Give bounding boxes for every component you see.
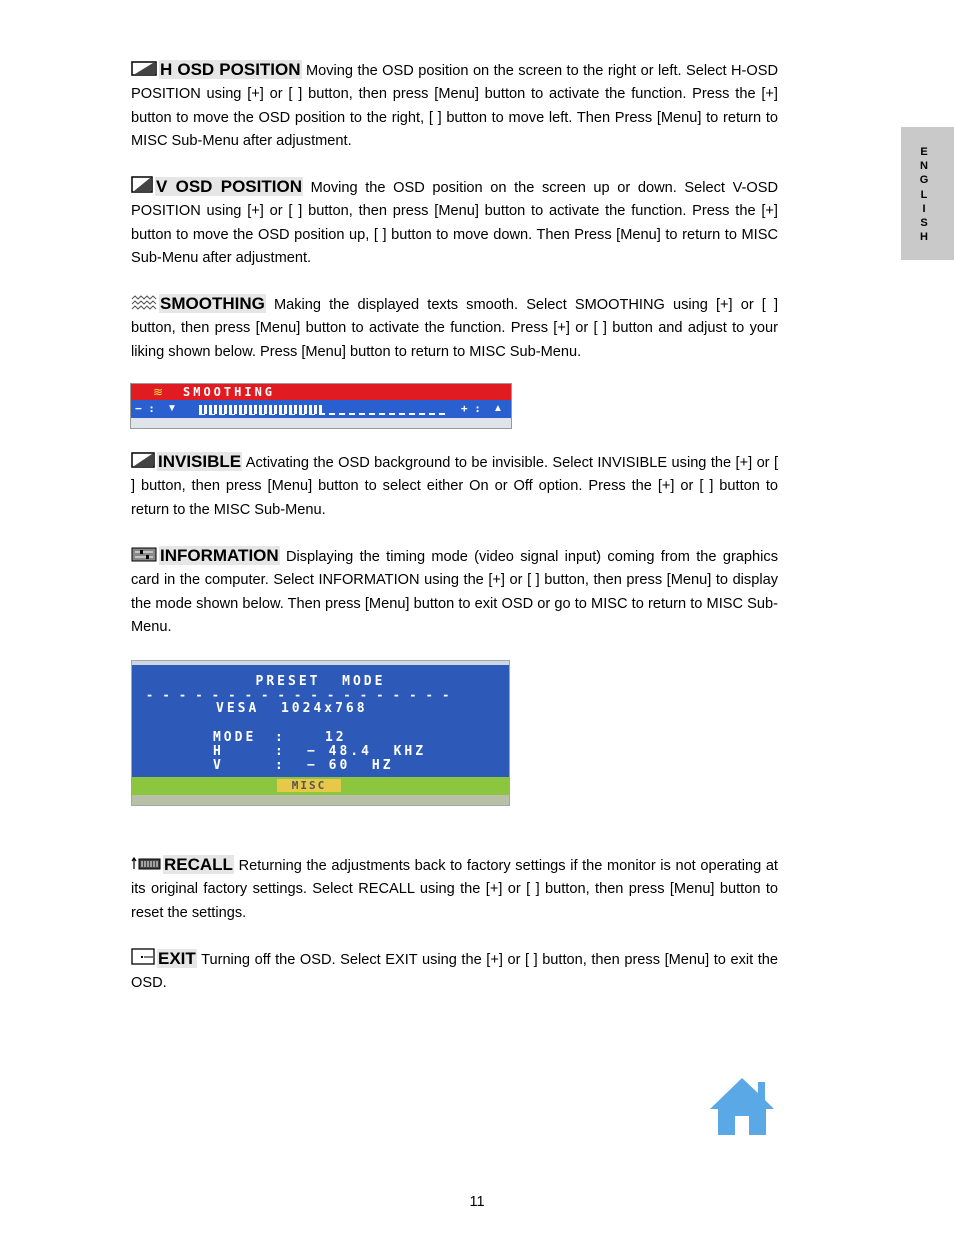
- smoothing-osd-slider-bar: [131, 400, 511, 418]
- smoothing-osd-title: SMOOTHING: [183, 385, 276, 399]
- section-text: Moving the OSD position on the screen up or down. Select V-OSD POSITION using [+] or [ ] button, then press [Menu] button to activate the function. Press the [+] button to move the OSD position up, [ ] button to move down. Then Press [Menu] to return to MISC Sub-Menu after adjustment.: [131, 180, 778, 267]
- tab-letter: E: [920, 146, 928, 158]
- osd-smoothing-icon: ≋: [153, 385, 164, 399]
- smoothing-minus-label: − :: [135, 402, 155, 415]
- section-v-osd-position: [131, 175, 778, 271]
- section-heading: SMOOTHING: [160, 294, 265, 313]
- smoothing-osd-title-bar: [131, 384, 511, 400]
- invisible-icon: [131, 452, 155, 468]
- section-heading: RECALL: [164, 855, 233, 874]
- section-text: Making the displayed texts smooth. Select SMOOTHING using [+] or [ ] button, then press [Menu] button to activate the function. Press [+] or [ ] button and adjust to your liking shown below. Press [Menu] button to return to MISC Sub-Menu.: [131, 297, 778, 360]
- tab-letter: I: [922, 202, 926, 215]
- section-heading: INFORMATION: [160, 546, 279, 565]
- tab-letter: L: [920, 188, 928, 201]
- section-invisible: [131, 450, 778, 522]
- smoothing-plus-label: + :: [461, 402, 481, 415]
- section-recall: [131, 853, 778, 925]
- info-osd-row: V : − 60 HZ: [212, 758, 394, 773]
- section-exit: [131, 947, 778, 996]
- exit-icon: [131, 948, 155, 965]
- language-tab-letters: [901, 145, 947, 244]
- section-text: Displaying the timing mode (video signal input) coming from the graphics card in the computer. Select INFORMATION using the [+] or [ ] button, then press [Menu] to display the mode shown below. Then press [Menu] button to exit OSD or go to MISC to return to MISC Sub-Menu.: [131, 549, 778, 636]
- page-number: 11: [469, 1194, 485, 1210]
- tab-letter: N: [920, 160, 928, 173]
- info-osd-rows: [148, 715, 427, 773]
- tab-letter: G: [919, 174, 929, 187]
- info-osd-misc-label: MISC: [277, 779, 341, 792]
- info-osd-footer-bar: [132, 777, 509, 795]
- section-text: Activating the OSD background to be invisible. Select INVISIBLE using the [+] or [ ] button, then press [Menu] button to select either On or Off option. Press the [+] or [ ] button to return to the MISC Sub-Menu.: [131, 455, 779, 518]
- section-heading: H OSD POSITION: [160, 60, 301, 79]
- section-text: Returning the adjustments back to factory settings if the monitor is not operating at its original factory settings. Select RECALL using the [+] or [ ] button, then press [Menu] button to reset the settings.: [131, 858, 778, 921]
- smoothing-icon: [131, 295, 157, 310]
- info-osd-row: MODE : 12: [212, 730, 347, 745]
- info-osd-divider: - - - - - - - - - - - - - - - - - - -: [146, 688, 451, 702]
- tab-letter: H: [920, 231, 928, 244]
- info-osd-row: H : − 48.4 KHZ: [212, 744, 427, 759]
- info-osd-resolution: VESA 1024x768: [216, 701, 368, 716]
- information-icon: [131, 547, 157, 562]
- home-icon[interactable]: [708, 1076, 776, 1136]
- section-smoothing: [131, 292, 778, 364]
- v-osd-position-icon: [131, 176, 153, 193]
- triangle-up-icon: ▲: [493, 403, 503, 414]
- section-h-osd-position: [131, 58, 778, 154]
- smoothing-slider-track: [199, 405, 445, 415]
- section-text: Moving the OSD position on the screen to the right or left. Select H-OSD POSITION using [+] or [ ] button, then press [Menu] button to activate the function. Press the [+] button to move the OSD position to the right, [ ] button to move left. Then Press [Menu] to return to MISC Sub-Menu after adjustment.: [131, 63, 779, 150]
- smoothing-osd-screenshot: [130, 383, 512, 429]
- recall-icon: [131, 856, 161, 871]
- language-tab: [901, 127, 954, 260]
- smoothing-slider-fill: [199, 405, 322, 414]
- section-text: Turning off the OSD. Select EXIT using the [+] or [ ] button, then press [Menu] to exit the OSD.: [131, 952, 778, 992]
- section-heading: V OSD POSITION: [156, 177, 302, 196]
- h-osd-position-icon: [131, 61, 157, 76]
- info-osd-title: PRESET MODE: [255, 674, 386, 689]
- section-heading: EXIT: [158, 949, 196, 968]
- information-osd-screenshot: [131, 660, 510, 806]
- tab-letter: S: [920, 217, 928, 230]
- section-information: [131, 544, 778, 640]
- section-heading: INVISIBLE: [158, 452, 242, 471]
- triangle-down-icon: ▼: [167, 403, 177, 414]
